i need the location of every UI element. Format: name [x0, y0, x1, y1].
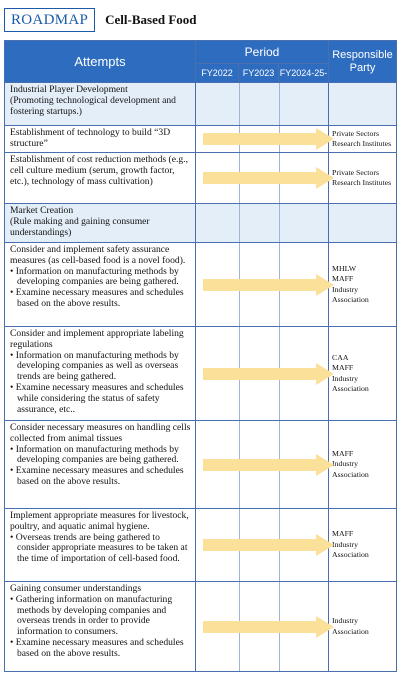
responsible-party: MAFF	[332, 448, 354, 458]
roadmap-rows	[5, 83, 397, 672]
responsible-cell	[329, 204, 397, 243]
responsible-party: Industry	[332, 284, 359, 294]
attempt-text: Gaining consumer understandings	[10, 583, 142, 594]
responsible-party: CAA	[332, 352, 349, 362]
responsible-cell	[329, 83, 397, 126]
attempt-cell	[5, 153, 196, 204]
table-row	[5, 153, 397, 204]
responsible-header: Responsible Party	[329, 41, 397, 83]
period-cell	[196, 509, 329, 582]
table-row	[5, 243, 397, 327]
attempt-text: Implement appropriate measures for livestock, poultry, and aquatic animal hygiene.	[10, 510, 189, 532]
responsible-party: Association	[332, 550, 369, 560]
attempt-cell	[5, 204, 196, 243]
attempt-text: (Rule making and gaining consumer understandings)	[10, 215, 150, 238]
timeline-arrow	[203, 274, 334, 296]
table-row	[5, 582, 397, 672]
attempt-text: Consider and implement safety assurance measures (as cell-based food is a novel food).	[10, 244, 186, 266]
section-row	[5, 83, 397, 126]
responsible-cell	[329, 153, 397, 204]
attempt-bullet: • Information on manufacturing methods by developing companies are being gathered.	[10, 265, 179, 288]
attempt-bullet: • Examine necessary measures and schedules while considering the status of safety assurance, etc..	[10, 381, 184, 415]
responsible-party: Industry	[332, 373, 359, 383]
attempt-bullet: • Gathering information on manufacturing methods by developing companies and overseas trends in order to provide information to consumers.	[10, 593, 173, 638]
attempts-header: Attempts	[5, 41, 196, 83]
responsible-cell	[329, 509, 397, 582]
responsible-party: Industry	[332, 459, 359, 469]
year-header: FY2023	[239, 64, 279, 83]
period-cell	[196, 243, 329, 327]
responsible-cell	[329, 582, 397, 672]
section-row	[5, 204, 397, 243]
responsible-party: Private Sectors	[332, 167, 380, 177]
roadmap-table	[4, 40, 397, 672]
period-cell	[196, 153, 329, 204]
table-row	[5, 421, 397, 509]
attempt-bullet: • Examine necessary measures and schedules based on the above results.	[10, 636, 184, 659]
attempt-cell	[5, 327, 196, 421]
attempt-text: Consider and implement appropriate labeling regulations	[10, 328, 184, 350]
attempt-bullet: • Information on manufacturing methods by developing companies as well as overseas trends are being gathered.	[10, 349, 179, 383]
attempt-text: Market Creation	[10, 205, 74, 216]
responsible-party: MHLW	[332, 263, 357, 273]
responsible-cell	[329, 126, 397, 153]
timeline-arrow	[203, 534, 334, 556]
page-header	[4, 7, 197, 33]
timeline-arrow	[203, 454, 334, 476]
table-row	[5, 509, 397, 582]
attempt-cell	[5, 83, 196, 126]
responsible-party: Research Institutes	[332, 139, 392, 148]
timeline-arrow	[203, 616, 334, 638]
period-cell	[196, 327, 329, 421]
responsible-cell	[329, 327, 397, 421]
attempt-bullet: • Examine necessary measures and schedules based on the above results.	[10, 287, 184, 309]
attempt-bullet: • Information on manufacturing methods by developing companies are being gathered.	[10, 443, 179, 466]
responsible-cell	[329, 421, 397, 509]
attempt-text: Establishment of technology to build “3D structure”	[10, 127, 171, 149]
responsible-party: Association	[332, 295, 369, 304]
year-divider	[239, 83, 240, 125]
responsible-party: Industry	[332, 616, 359, 625]
attempt-text: Consider necessary measures on handling cells collected from animal tissues	[10, 422, 191, 444]
attempt-bullet: • Examine necessary measures and schedules based on the above results.	[10, 465, 184, 487]
year-divider	[279, 83, 280, 125]
responsible-party: Association	[332, 626, 369, 636]
year-header: FY2024-25-	[279, 64, 329, 83]
year-divider	[279, 204, 280, 242]
period-cell	[196, 126, 329, 153]
responsible-party: MAFF	[332, 274, 354, 283]
year-divider	[239, 204, 240, 242]
page-title: Cell-Based Food	[105, 12, 197, 27]
responsible-party: MAFF	[332, 363, 354, 372]
roadmap-tag: ROADMAP	[4, 8, 95, 32]
responsible-party: Private Sectors	[332, 128, 380, 138]
attempt-text: Establishment of cost reduction methods (e.g., cell culture medium (serum, growth factor, etc.), technology of mass cultivation)	[10, 154, 188, 187]
attempt-cell	[5, 509, 196, 582]
attempt-cell	[5, 243, 196, 327]
responsible-party: Association	[332, 384, 369, 393]
responsible-party: Industry	[332, 539, 359, 549]
attempt-text: (Promoting technological development and fostering startups.)	[10, 94, 176, 117]
period-cell	[196, 83, 329, 126]
attempt-text: Industrial Player Development	[10, 84, 128, 95]
table-row	[5, 327, 397, 421]
period-cell	[196, 421, 329, 509]
timeline-arrow	[203, 167, 334, 189]
table-row	[5, 126, 397, 153]
attempt-cell	[5, 421, 196, 509]
responsible-party: MAFF	[332, 529, 354, 539]
responsible-party: Research Institutes	[332, 178, 392, 187]
attempt-cell	[5, 582, 196, 672]
year-header: FY2022	[196, 64, 239, 83]
timeline-arrow	[203, 128, 334, 150]
period-cell	[196, 204, 329, 243]
responsible-party: Association	[332, 469, 369, 479]
responsible-cell	[329, 243, 397, 327]
period-header: Period	[196, 41, 329, 64]
timeline-arrow	[203, 363, 334, 385]
period-cell	[196, 582, 329, 672]
attempt-bullet: • Overseas trends are being gathered to consider appropriate measures to be taken at the time of importation of cell-based food.	[10, 531, 188, 565]
attempt-cell	[5, 126, 196, 153]
